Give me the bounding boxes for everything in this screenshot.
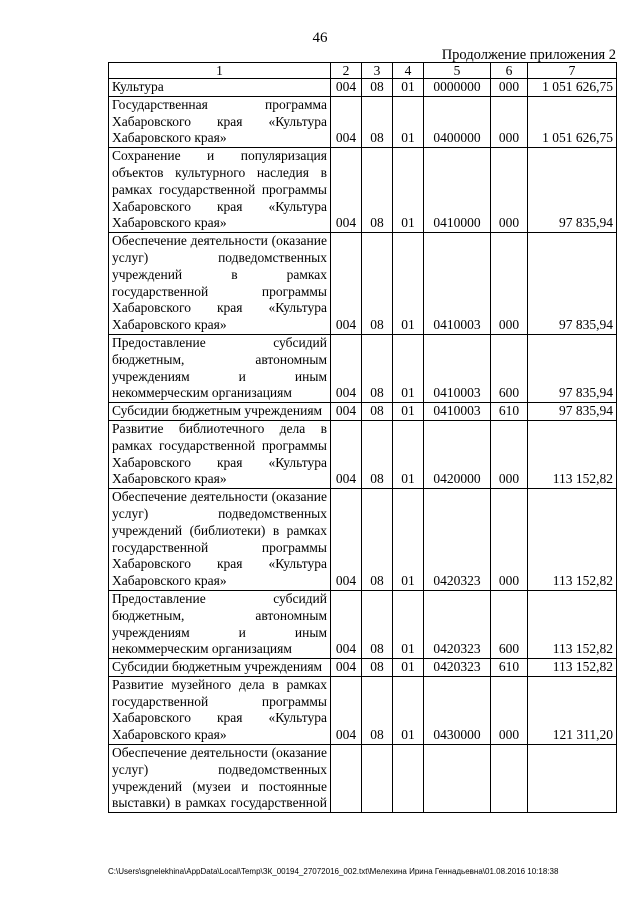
col-6: 610 (491, 659, 528, 677)
col-3: 08 (362, 676, 393, 744)
table-row (109, 420, 617, 488)
col-7-amount: 113 152,82 (528, 489, 617, 591)
col-3: 08 (362, 148, 393, 233)
col-6: 600 (491, 590, 528, 658)
col-3: 08 (362, 233, 393, 335)
footer-file-path: C:\Users\sgnelekhina\AppData\Local\Temp\ЗК_00194_27072016_002.txt\Мелехина Ирина Геннадьевна\01.08.2016 10:18:38 (108, 867, 559, 876)
header-cell: 1 (109, 63, 331, 79)
continuation-note: Продолжение приложения 2 (441, 47, 616, 63)
col-3: 08 (362, 96, 393, 147)
table-row (109, 96, 617, 147)
col-5: 0420323 (424, 590, 491, 658)
row-name: Культура (109, 79, 331, 97)
col-5: 0420000 (424, 420, 491, 488)
col-4: 01 (393, 334, 424, 402)
header-cell: 6 (491, 63, 528, 79)
col-3: 08 (362, 489, 393, 591)
col-2: 004 (331, 590, 362, 658)
col-5: 0420323 (424, 659, 491, 677)
header-cell: 5 (424, 63, 491, 79)
table-row (109, 403, 617, 421)
col-4: 01 (393, 420, 424, 488)
table-row (109, 489, 617, 591)
col-7-amount: 1 051 626,75 (528, 79, 617, 97)
col-5 (424, 745, 491, 813)
table-row (109, 148, 617, 233)
col-6: 000 (491, 233, 528, 335)
col-2: 004 (331, 233, 362, 335)
col-2: 004 (331, 676, 362, 744)
col-2: 004 (331, 420, 362, 488)
col-5: 0410003 (424, 233, 491, 335)
col-2: 004 (331, 79, 362, 97)
page-number: 46 (312, 30, 328, 46)
col-7-amount: 1 051 626,75 (528, 96, 617, 147)
col-6: 000 (491, 148, 528, 233)
row-name: Субсидии бюджетным учреждениям (109, 403, 331, 421)
col-3 (362, 745, 393, 813)
col-4: 01 (393, 676, 424, 744)
col-5: 0420323 (424, 489, 491, 591)
col-5: 0000000 (424, 79, 491, 97)
col-7-amount: 97 835,94 (528, 233, 617, 335)
col-2: 004 (331, 659, 362, 677)
col-2 (331, 745, 362, 813)
header-cell: 4 (393, 63, 424, 79)
row-name: Обеспечение деятельности (оказание услуг) подведомственных учреждений (музеи и постоянные выставки) в рамках государственной (109, 745, 331, 813)
col-7-amount (528, 745, 617, 813)
col-5: 0410003 (424, 403, 491, 421)
col-2: 004 (331, 489, 362, 591)
col-4: 01 (393, 659, 424, 677)
col-7-amount: 121 311,20 (528, 676, 617, 744)
table-row (109, 676, 617, 744)
col-4: 01 (393, 489, 424, 591)
row-name: Предоставление субсидий бюджетным, автономным учреждениям и иным некоммерческим организациям (109, 590, 331, 658)
header-cell: 2 (331, 63, 362, 79)
col-6: 000 (491, 79, 528, 97)
table-row (109, 233, 617, 335)
row-name: Государственная программа Хабаровского края «Культура Хабаровского края» (109, 96, 331, 147)
row-name: Субсидии бюджетным учреждениям (109, 659, 331, 677)
col-7-amount: 113 152,82 (528, 590, 617, 658)
row-name: Развитие музейного дела в рамках государственной программы Хабаровского края «Культура Хабаровского края» (109, 676, 331, 744)
col-6: 000 (491, 96, 528, 147)
col-7-amount: 97 835,94 (528, 148, 617, 233)
table-row (109, 79, 617, 97)
header-cell: 3 (362, 63, 393, 79)
row-name: Обеспечение деятельности (оказание услуг) подведомственных учреждений (библиотеки) в рамках государственной программы Хабаровского края «Культура Хабаровского края» (109, 489, 331, 591)
col-4: 01 (393, 148, 424, 233)
row-name: Обеспечение деятельности (оказание услуг) подведомственных учреждений в рамках государственной программы Хабаровского края «Культура Хабаровского края» (109, 233, 331, 335)
row-name: Предоставление субсидий бюджетным, автономным учреждениям и иным некоммерческим организациям (109, 334, 331, 402)
col-3: 08 (362, 590, 393, 658)
header-cell: 7 (528, 63, 617, 79)
col-4: 01 (393, 79, 424, 97)
col-7-amount: 97 835,94 (528, 403, 617, 421)
col-2: 004 (331, 334, 362, 402)
table-row (109, 659, 617, 677)
col-4: 01 (393, 233, 424, 335)
col-3: 08 (362, 79, 393, 97)
col-6: 000 (491, 489, 528, 591)
col-7-amount: 113 152,82 (528, 420, 617, 488)
col-7-amount: 113 152,82 (528, 659, 617, 677)
row-name: Развитие библиотечного дела в рамках государственной программы Хабаровского края «Культура Хабаровского края» (109, 420, 331, 488)
col-3: 08 (362, 334, 393, 402)
col-5: 0430000 (424, 676, 491, 744)
row-name: Сохранение и популяризация объектов культурного наследия в рамках государственной программы Хабаровского края «Культура Хабаровского края» (109, 148, 331, 233)
header-row (109, 63, 617, 79)
col-3: 08 (362, 659, 393, 677)
budget-table (108, 62, 617, 813)
col-6: 000 (491, 676, 528, 744)
col-7-amount: 97 835,94 (528, 334, 617, 402)
col-5: 0410003 (424, 334, 491, 402)
col-6: 000 (491, 420, 528, 488)
col-6: 610 (491, 403, 528, 421)
col-6 (491, 745, 528, 813)
table-row (109, 745, 617, 813)
table-row (109, 590, 617, 658)
col-3: 08 (362, 403, 393, 421)
col-4: 01 (393, 590, 424, 658)
table-row (109, 334, 617, 402)
col-3: 08 (362, 420, 393, 488)
col-4: 01 (393, 96, 424, 147)
col-4 (393, 745, 424, 813)
col-4: 01 (393, 403, 424, 421)
col-5: 0400000 (424, 96, 491, 147)
col-5: 0410000 (424, 148, 491, 233)
col-2: 004 (331, 148, 362, 233)
col-2: 004 (331, 96, 362, 147)
col-6: 600 (491, 334, 528, 402)
col-2: 004 (331, 403, 362, 421)
